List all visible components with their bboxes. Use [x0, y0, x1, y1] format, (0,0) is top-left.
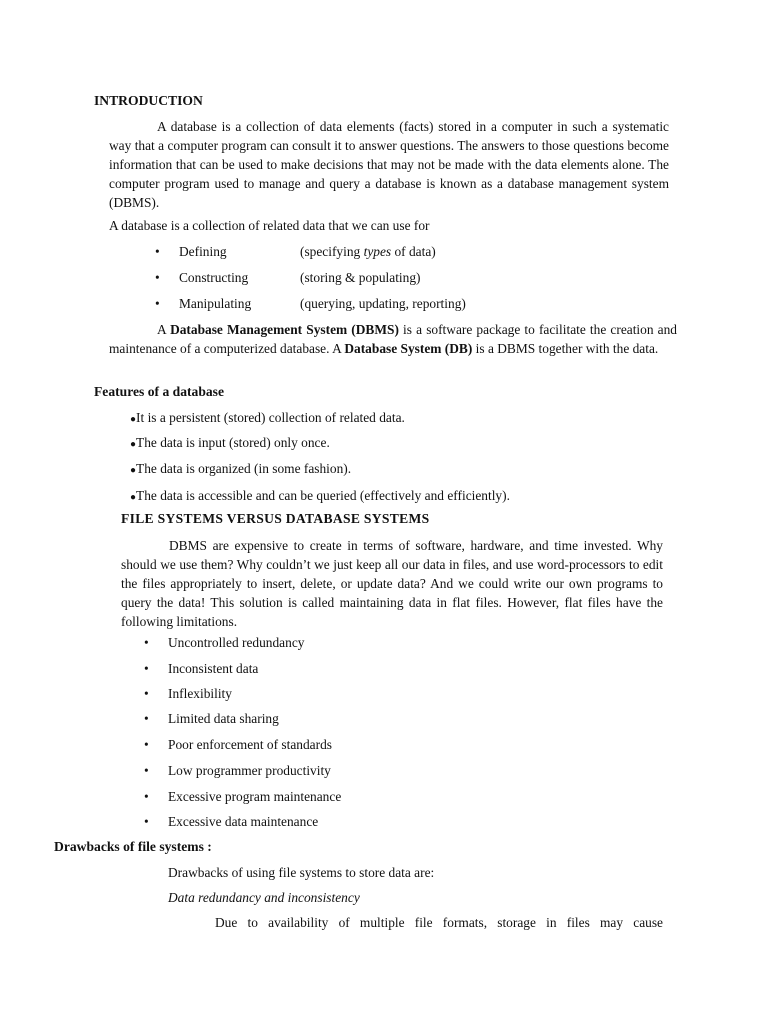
list-item: • Limited data sharing	[144, 711, 279, 726]
bullet-icon: ●	[130, 414, 137, 425]
use-term: Constructing	[179, 270, 249, 285]
bullet-icon: •	[144, 686, 149, 701]
intro-heading: INTRODUCTION	[94, 93, 203, 108]
bullet-icon: •	[144, 635, 149, 650]
bullet-icon: •	[155, 296, 160, 311]
list-item: ●It is a persistent (stored) collection of related data.	[130, 410, 405, 425]
list-item: • Excessive data maintenance	[144, 814, 319, 829]
use-desc: (querying, updating, reporting)	[300, 296, 466, 311]
bullet-icon: •	[144, 789, 149, 804]
list-item: • Inflexibility	[144, 686, 232, 701]
list-item	[155, 296, 466, 312]
filesys-heading: FILE SYSTEMS VERSUS DATABASE SYSTEMS	[121, 511, 430, 526]
drawbacks-intro: Drawbacks of using file systems to store data are:	[168, 865, 435, 880]
features-heading: Features of a database	[94, 384, 225, 399]
list-item: • Excessive program maintenance	[144, 789, 342, 804]
bullet-icon: •	[144, 814, 149, 829]
list-item: • Poor enforcement of standards	[144, 737, 332, 752]
bullet-icon: •	[144, 763, 149, 778]
drawbacks-subhead: Data redundancy and inconsistency	[168, 890, 360, 905]
use-term: Manipulating	[179, 296, 252, 311]
list-item: ●The data is organized (in some fashion).	[130, 461, 352, 476]
use-desc: (specifying types of data)	[300, 244, 436, 259]
use-term: Defining	[179, 244, 227, 259]
drawbacks-text: Due to availability of multiple file formats, storage in files may cause	[215, 915, 663, 930]
list-item: • Low programmer productivity	[144, 763, 331, 778]
list-item	[155, 244, 436, 260]
drawbacks-heading: Drawbacks of file systems :	[54, 839, 212, 854]
bullet-icon: ●	[130, 439, 137, 450]
list-item	[155, 270, 421, 286]
dbms-definition: A Database Management System (DBMS) is a software package to facilitate the creation and maintenance of a computerized database. A Database System (DB) is a DBMS together with the data.	[109, 322, 678, 356]
bullet-icon: ●	[130, 492, 137, 503]
list-item: • Inconsistent data	[144, 661, 259, 676]
intro-lead-line: A database is a collection of related data that we can use for	[109, 218, 430, 233]
filesys-paragraph: DBMS are expensive to create in terms of software, hardware, and time invested. Why should we use them? Why couldn’t we just keep all our data in files, and use word-processors to edit the files appropriately to insert, delete, or update data? And we could write our own programs to query the data! This solution is called maintaining data in flat files. However, flat files have the following limitations.	[121, 538, 663, 629]
list-item: • Uncontrolled redundancy	[144, 635, 305, 650]
list-item: ●The data is accessible and can be queried (effectively and efficiently).	[130, 488, 510, 503]
intro-paragraph: A database is a collection of data elements (facts) stored in a computer in such a systematic way that a computer program can consult it to answer questions. The answers to those questions become information that can be used to make decisions that may not be made with the data elements alone. The computer program used to manage and query a database is known as a database management system (DBMS).	[109, 119, 669, 210]
list-item: ●The data is input (stored) only once.	[130, 435, 330, 450]
use-desc: (storing & populating)	[300, 270, 421, 285]
bullet-icon: •	[155, 270, 160, 285]
bullet-icon: •	[155, 244, 160, 259]
bullet-icon: •	[144, 661, 149, 676]
bullet-icon: •	[144, 737, 149, 752]
bullet-icon: ●	[130, 465, 137, 476]
bullet-icon: •	[144, 711, 149, 726]
